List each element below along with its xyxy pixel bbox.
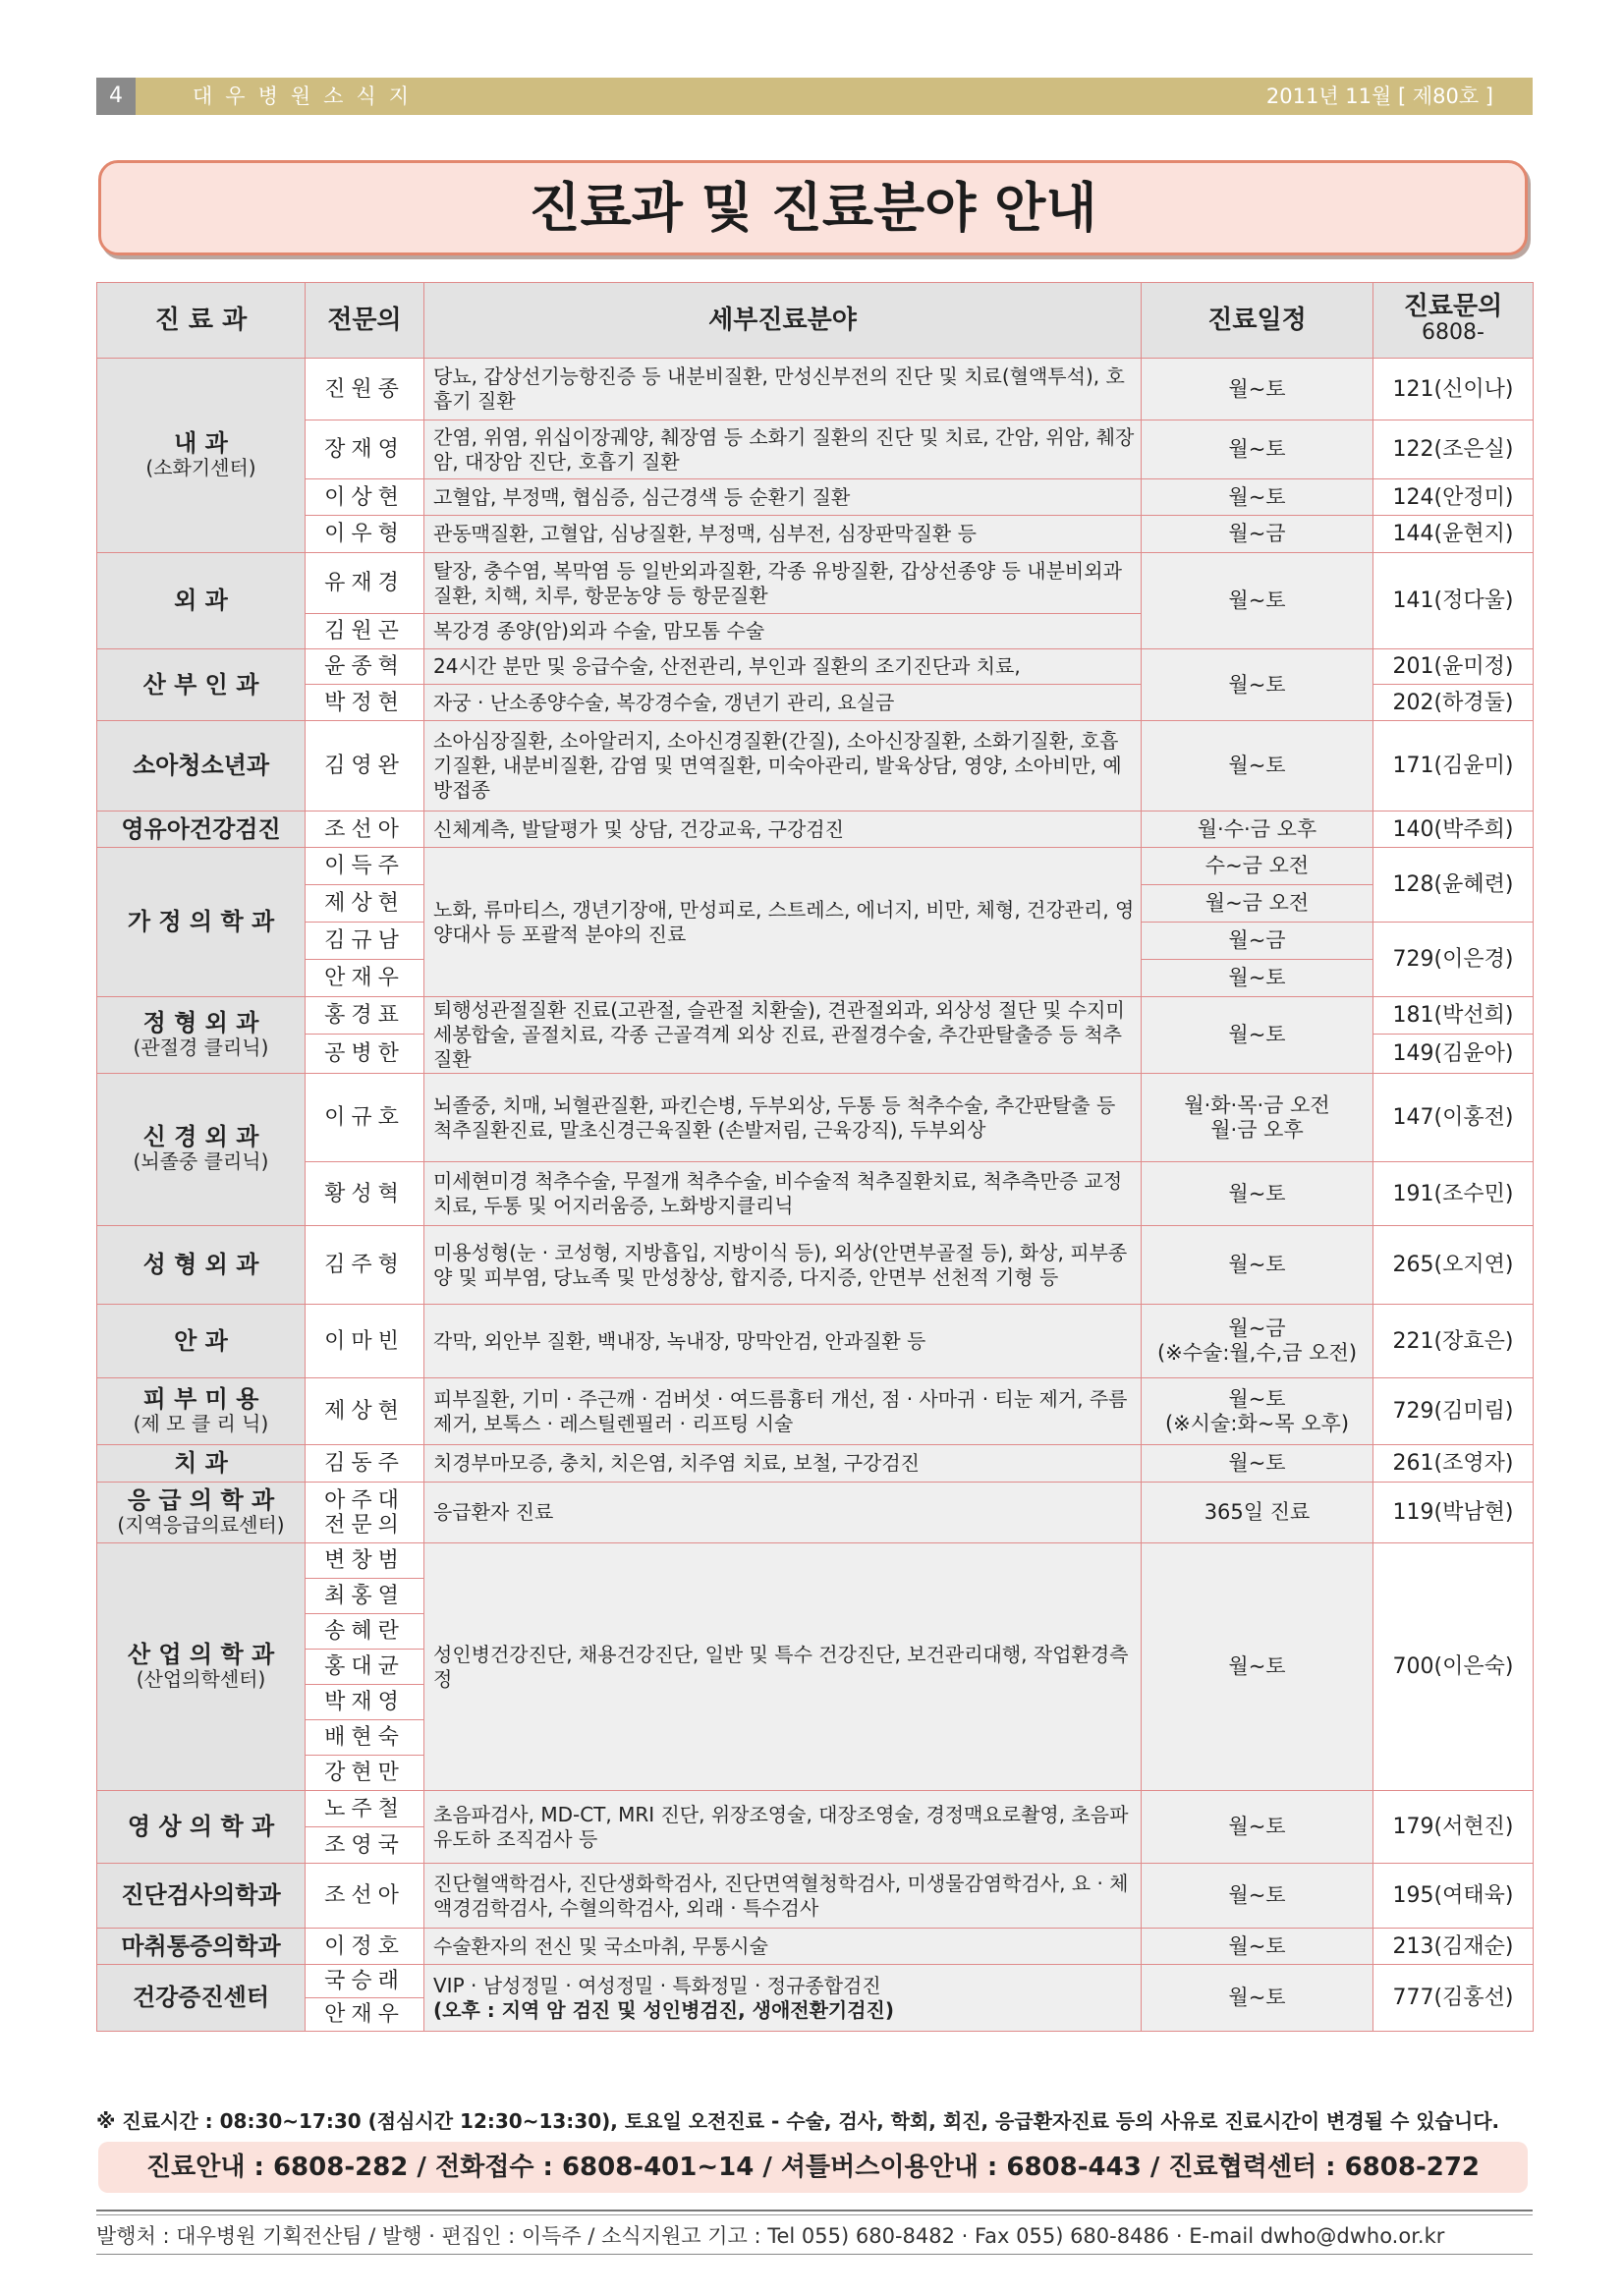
contact-cell: 128(윤혜련) (1373, 848, 1534, 923)
schedule-cell: 월~금 오전 (1142, 885, 1373, 923)
doctor-cell: 국승래 (306, 1965, 424, 1998)
dept-cell: 신 경 외 과 (뇌졸중 클리닉) (97, 1074, 306, 1226)
contact-cell: 149(김윤아) (1373, 1035, 1534, 1074)
detail-cell: VIP · 남성정밀 · 여성정밀 · 특화정밀 · 정규종합검진 (오후 : 지역 암 검진 및 성인병검진, 생애전환기검진) (424, 1965, 1142, 2032)
contact-cell: 195(여태육) (1373, 1864, 1534, 1929)
detail-cell: 응급환자 진료 (424, 1483, 1142, 1543)
doctor-cell: 조선아 (306, 812, 424, 848)
doctor-cell: 송혜란 (306, 1614, 424, 1650)
contact-cell: 147(이홍전) (1373, 1074, 1534, 1162)
table-row (97, 721, 1534, 812)
schedule-cell: 월·수·금 오후 (1142, 812, 1373, 848)
detail-cell: 소아심장질환, 소아알러지, 소아신경질환(간질), 소아신장질환, 소화기질환, 호흡기질환, 내분비질환, 감염 및 면역질환, 미숙아관리, 발육상담, 영양, 소아비만, 예방접종 (424, 721, 1142, 812)
doctor-cell: 조영국 (306, 1827, 424, 1864)
contact-cell: 261(조영자) (1373, 1445, 1534, 1483)
contact-cell: 119(박남현) (1373, 1483, 1534, 1543)
schedule-cell: 월~토 (1142, 721, 1373, 812)
schedule-cell: 월~토 (1142, 1929, 1373, 1965)
detail-cell: 탈장, 충수염, 복막염 등 일반외과질환, 각종 유방질환, 갑상선종양 등 내분비외과질환, 치핵, 치루, 항문농양 등 항문질환 (424, 553, 1142, 614)
dept-cell: 외 과 (97, 553, 306, 649)
schedule-cell: 월~토 (1142, 1965, 1373, 2032)
table-row (97, 1543, 1534, 1579)
schedule-cell: 월~토 (1142, 1162, 1373, 1226)
dept-cell: 소아청소년과 (97, 721, 306, 812)
doctor-cell: 유재경 (306, 553, 424, 614)
dept-cell: 산 부 인 과 (97, 649, 306, 721)
col-header-schedule: 진료일정 (1142, 283, 1373, 359)
contact-cell: 202(하경둘) (1373, 685, 1534, 721)
doctor-cell: 홍경표 (306, 997, 424, 1035)
schedule-cell: 월~토 (※시술:화~목 오후) (1142, 1378, 1373, 1445)
table-row (97, 1965, 1534, 1998)
schedule-cell: 월~금 (1142, 516, 1373, 553)
doctor-cell: 제상현 (306, 885, 424, 923)
schedule-cell: 월~토 (1142, 649, 1373, 721)
contact-cell: 201(윤미정) (1373, 649, 1534, 685)
contact-cell: 181(박선희) (1373, 997, 1534, 1035)
dept-cell: 내 과 (소화기센터) (97, 359, 306, 553)
detail-cell: 초음파검사, MD-CT, MRI 진단, 위장조영술, 대장조영술, 경정맥요로촬영, 초음파유도하 조직검사 등 (424, 1791, 1142, 1864)
table-row (97, 516, 1534, 553)
contact-cell: 140(박주희) (1373, 812, 1534, 848)
contact-cell: 265(오지연) (1373, 1226, 1534, 1305)
newsletter-name: 대우병원소식지 (193, 84, 422, 108)
table-row (97, 553, 1534, 614)
page-header (96, 78, 1533, 115)
doctor-cell: 이득주 (306, 848, 424, 885)
doctor-cell: 변창범 (306, 1543, 424, 1579)
contact-cell: 777(김홍선) (1373, 1965, 1534, 2032)
schedule-cell: 월~토 (1142, 359, 1373, 420)
table-row (97, 1483, 1534, 1543)
doctor-cell: 안재우 (306, 1998, 424, 2032)
doctor-cell: 제상현 (306, 1378, 424, 1445)
col-header-details: 세부진료분야 (424, 283, 1142, 359)
detail-cell: 퇴행성관절질환 진료(고관절, 슬관절 치환술), 견관절외과, 외상성 절단 및 수지미세봉합술, 골절치료, 각종 근골격계 외상 진료, 관절경수술, 추간판탈출증 등 척추질환 (424, 997, 1142, 1074)
detail-cell: 고혈압, 부정맥, 협심증, 심근경색 등 순환기 질환 (424, 479, 1142, 516)
contact-cell: 141(정다울) (1373, 553, 1534, 649)
schedule-cell: 월~토 (1142, 420, 1373, 479)
contact-cell: 121(신이나) (1373, 359, 1534, 420)
bottom-divider (96, 2254, 1533, 2255)
table-row (97, 1226, 1534, 1305)
doctor-cell: 이정호 (306, 1929, 424, 1965)
detail-cell: 진단혈액학검사, 진단생화학검사, 진단면역혈청학검사, 미생물감염학검사, 요 · 체액경검학검사, 수혈의학검사, 외래 · 특수검사 (424, 1864, 1142, 1929)
page-title: 진료과 및 진료분야 안내 (98, 160, 1528, 255)
doctor-cell: 윤종혁 (306, 649, 424, 685)
dept-cell: 영 상 의 학 과 (97, 1791, 306, 1864)
doctor-cell: 김영완 (306, 721, 424, 812)
doctor-cell: 김동주 (306, 1445, 424, 1483)
doctor-cell: 이규호 (306, 1074, 424, 1162)
dept-cell: 응 급 의 학 과 (지역응급의료센터) (97, 1483, 306, 1543)
schedule-cell: 월~토 (1142, 1543, 1373, 1791)
dept-cell: 마취통증의학과 (97, 1929, 306, 1965)
schedule-cell: 월~토 (1142, 997, 1373, 1074)
publisher-footer: 발행처 : 대우병원 기획전산팀 / 발행 · 편집인 : 이득주 / 소식지원고 기고 : Tel 055) 680-8482 · Fax 055) 680-8486 · E-mail dwho@dwho.or.kr (96, 2224, 1445, 2248)
doctor-cell: 김규남 (306, 923, 424, 960)
detail-cell: 간염, 위염, 위십이장궤양, 췌장염 등 소화기 질환의 진단 및 치료, 간암, 위암, 췌장암, 대장암 진단, 호흡기 질환 (424, 420, 1142, 479)
detail-cell: 미용성형(눈 · 코성형, 지방흡입, 지방이식 등), 외상(안면부골절 등), 화상, 피부종양 및 피부염, 당뇨족 및 만성창상, 합지증, 다지증, 안면부 선천적 기형 등 (424, 1226, 1142, 1305)
contact-cell: 700(이은숙) (1373, 1543, 1534, 1791)
detail-cell: 신체계측, 발달평가 및 상담, 건강교육, 구강검진 (424, 812, 1142, 848)
table-row (97, 479, 1534, 516)
schedule-cell: 월~금 (※수술:월,수,금 오전) (1142, 1305, 1373, 1378)
table-row (97, 1162, 1534, 1226)
table-row (97, 1305, 1534, 1378)
doctor-cell: 노주철 (306, 1791, 424, 1827)
doctor-cell: 공병한 (306, 1035, 424, 1074)
doctor-cell: 이상현 (306, 479, 424, 516)
schedule-cell: 월~토 (1142, 1445, 1373, 1483)
schedule-cell: 월·화·목·금 오전 월·금 오후 (1142, 1074, 1373, 1162)
footer-divider-thin (96, 2214, 1533, 2215)
table-row (97, 1929, 1534, 1965)
dept-cell: 안 과 (97, 1305, 306, 1378)
contact-cell: 213(김재순) (1373, 1929, 1534, 1965)
doctor-cell: 홍대균 (306, 1650, 424, 1685)
schedule-cell: 월~금 (1142, 923, 1373, 960)
dept-cell: 치 과 (97, 1445, 306, 1483)
table-row (97, 649, 1534, 685)
col-header-department: 진 료 과 (97, 283, 306, 359)
dept-cell: 가 정 의 학 과 (97, 848, 306, 997)
detail-cell: 자궁 · 난소종양수술, 복강경수술, 갱년기 관리, 요실금 (424, 685, 1142, 721)
dept-cell: 영유아건강검진 (97, 812, 306, 848)
detail-cell: 수술환자의 전신 및 국소마취, 무통시술 (424, 1929, 1142, 1965)
contact-cell: 729(김미림) (1373, 1378, 1534, 1445)
dept-cell: 진단검사의학과 (97, 1864, 306, 1929)
schedule-cell: 월~토 (1142, 1791, 1373, 1864)
contact-banner: 진료안내 : 6808-282 / 전화접수 : 6808-401~14 / 셔틀버스이용안내 : 6808-443 / 진료협력센터 : 6808-272 (98, 2142, 1528, 2193)
doctor-cell: 안재우 (306, 960, 424, 997)
detail-cell: 24시간 분만 및 응급수술, 산전관리, 부인과 질환의 조기진단과 치료, (424, 649, 1142, 685)
issue-label: 2011년 11월 [ 제80호 ] (1265, 84, 1493, 108)
dept-cell: 정 형 외 과 (관절경 클리닉) (97, 997, 306, 1074)
table-row (97, 997, 1534, 1035)
table-header-row (97, 283, 1534, 359)
schedule-cell: 수~금 오전 (1142, 848, 1373, 885)
detail-cell: 각막, 외안부 질환, 백내장, 녹내장, 망막안검, 안과질환 등 (424, 1305, 1142, 1378)
table-row (97, 1791, 1534, 1827)
doctor-cell: 김원곤 (306, 614, 424, 649)
detail-cell: 관동맥질환, 고혈압, 심낭질환, 부정맥, 심부전, 심장판막질환 등 (424, 516, 1142, 553)
department-table (96, 282, 1534, 2032)
doctor-cell: 김주형 (306, 1226, 424, 1305)
dept-cell: 성 형 외 과 (97, 1226, 306, 1305)
table-row (97, 1445, 1534, 1483)
doctor-cell: 이마빈 (306, 1305, 424, 1378)
schedule-cell: 월~토 (1142, 479, 1373, 516)
doctor-cell: 황성혁 (306, 1162, 424, 1226)
detail-cell: 미세현미경 척추수술, 무절개 척추수술, 비수술적 척추질환치료, 척추측만증 교정치료, 두통 및 어지러움증, 노화방지클리닉 (424, 1162, 1142, 1226)
contact-cell: 124(안정미) (1373, 479, 1534, 516)
schedule-cell: 월~토 (1142, 553, 1373, 649)
schedule-cell: 365일 진료 (1142, 1483, 1373, 1543)
doctor-cell: 박정현 (306, 685, 424, 721)
table-row (97, 848, 1534, 885)
footer-divider (96, 2210, 1533, 2211)
table-row (97, 812, 1534, 848)
detail-cell: 성인병건강진단, 채용건강진단, 일반 및 특수 건강진단, 보건관리대행, 작업환경측정 (424, 1543, 1142, 1791)
table-row (97, 359, 1534, 420)
contact-cell: 191(조수민) (1373, 1162, 1534, 1226)
contact-cell: 122(조은실) (1373, 420, 1534, 479)
doctor-cell: 강현만 (306, 1756, 424, 1791)
dept-cell: 건강증진센터 (97, 1965, 306, 2032)
schedule-cell: 월~토 (1142, 960, 1373, 997)
table-row (97, 1378, 1534, 1445)
contact-cell: 144(윤현지) (1373, 516, 1534, 553)
doctor-cell: 박재영 (306, 1685, 424, 1720)
col-header-contact: 진료문의 6808- (1373, 283, 1534, 359)
doctor-cell: 아주대 전문의 (306, 1483, 424, 1543)
table-row (97, 1864, 1534, 1929)
detail-cell: 당뇨, 갑상선기능항진증 등 내분비질환, 만성신부전의 진단 및 치료(혈액투석), 호흡기 질환 (424, 359, 1142, 420)
contact-cell: 221(장효은) (1373, 1305, 1534, 1378)
table-row (97, 420, 1534, 479)
contact-cell: 729(이은경) (1373, 923, 1534, 997)
doctor-cell: 최홍열 (306, 1579, 424, 1614)
dept-cell: 산 업 의 학 과 (산업의학센터) (97, 1543, 306, 1791)
table-row (97, 1074, 1534, 1162)
hours-note: ※ 진료시간 : 08:30~17:30 (점심시간 12:30~13:30), 토요일 오전진료 - 수술, 검사, 학회, 회진, 응급환자진료 등의 사유로 진료시간이 변경될 수 있습니다. (96, 2109, 1500, 2133)
col-header-specialist: 전문의 (306, 283, 424, 359)
doctor-cell: 진원종 (306, 359, 424, 420)
detail-cell: 노화, 류마티스, 갱년기장애, 만성피로, 스트레스, 에너지, 비만, 체형, 건강관리, 영양대사 등 포괄적 분야의 진료 (424, 848, 1142, 997)
detail-cell: 치경부마모증, 충치, 치은염, 치주염 치료, 보철, 구강검진 (424, 1445, 1142, 1483)
doctor-cell: 장재영 (306, 420, 424, 479)
detail-cell: 피부질환, 기미 · 주근깨 · 검버섯 · 여드름흉터 개선, 점 · 사마귀 · 티눈 제거, 주름 제거, 보톡스 · 레스틸렌필러 · 리프팅 시술 (424, 1378, 1142, 1445)
doctor-cell: 이우형 (306, 516, 424, 553)
detail-cell: 복강경 종양(암)외과 수술, 맘모톰 수술 (424, 614, 1142, 649)
schedule-cell: 월~토 (1142, 1864, 1373, 1929)
detail-cell: 뇌졸중, 치매, 뇌혈관질환, 파킨슨병, 두부외상, 두통 등 척추수술, 추간판탈출 등 척추질환진료, 말초신경근육질환 (손발저림, 근육강직), 두부외상 (424, 1074, 1142, 1162)
contact-cell: 171(김윤미) (1373, 721, 1534, 812)
doctor-cell: 배현숙 (306, 1720, 424, 1756)
schedule-cell: 월~토 (1142, 1226, 1373, 1305)
page-number: 4 (96, 78, 136, 115)
contact-cell: 179(서현진) (1373, 1791, 1534, 1864)
dept-cell: 피 부 미 용 (제 모 클 리 닉) (97, 1378, 306, 1445)
doctor-cell: 조선아 (306, 1864, 424, 1929)
